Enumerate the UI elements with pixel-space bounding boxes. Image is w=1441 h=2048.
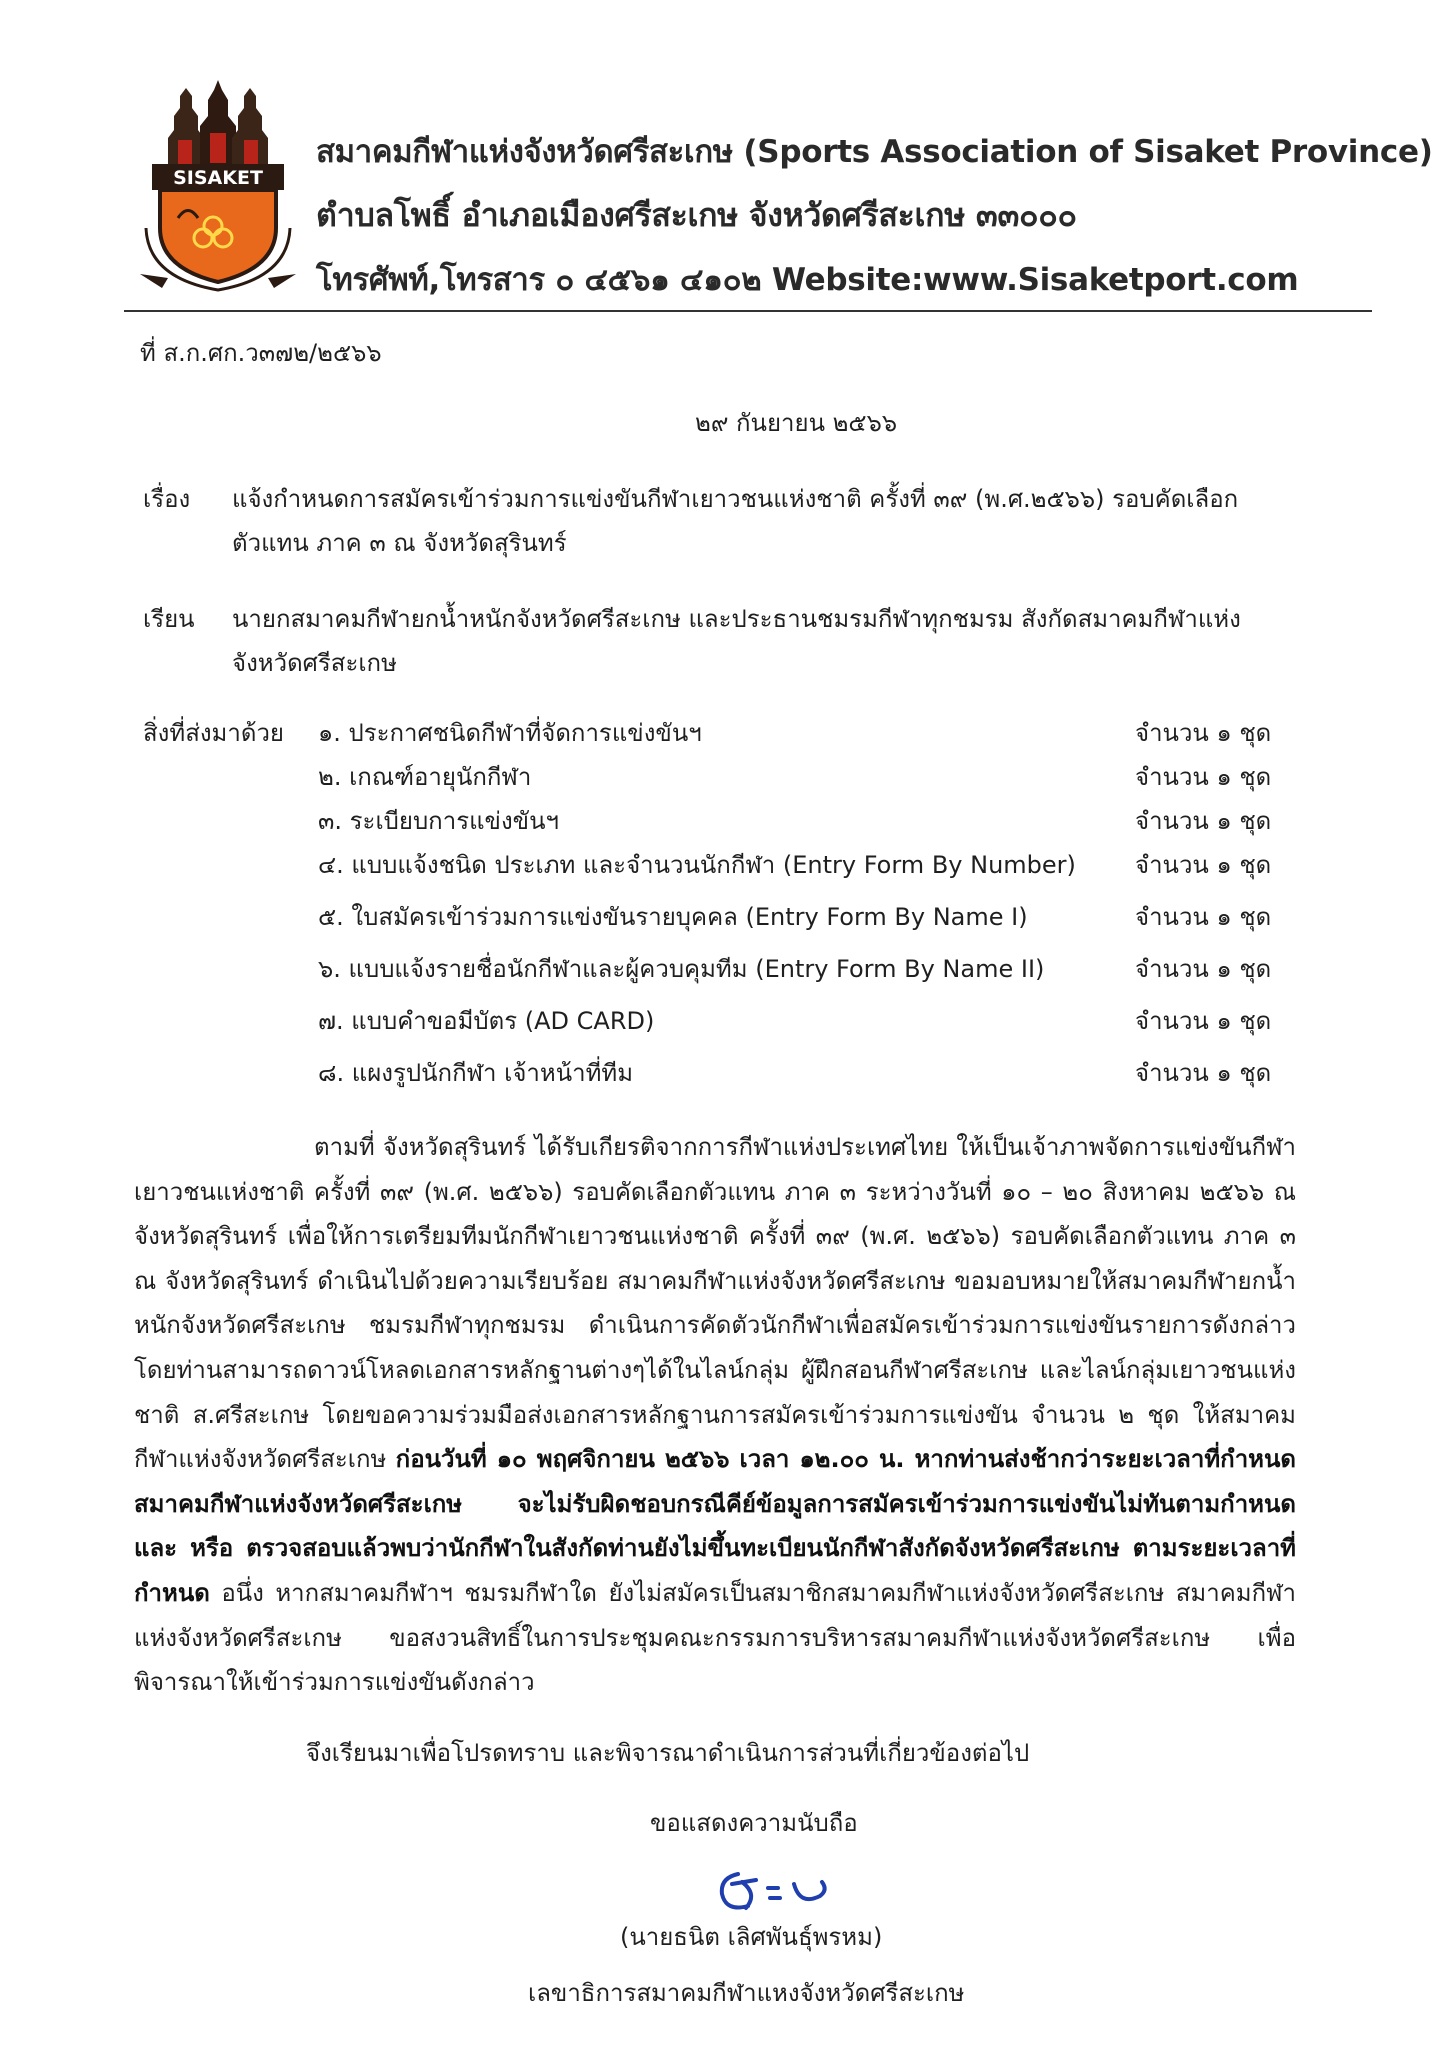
enclosure-item: ๒. เกณฑ์อายุนักกีฬา bbox=[318, 763, 532, 791]
enclosure-item: ๗. แบบคำขอมีบัตร (AD CARD) bbox=[318, 1007, 655, 1035]
body-text-part3: อนึ่ง หากสมาคมกีฬาฯ ชมรมกีฬาใด ยังไม่สมัครเป็นสมาชิกสมาคมกีฬาแห่งจังหวัดศรีสะเกษ สมาคมกีฬาแห่งจังหวัดศรีสะเกษ ขอสงวนสิทธิ์ในการประชุมคณะกรรมการบริหารสมาคมกีฬาแห่งจังหวัดศรีสะเกษ เพื่อพิจารณาให้เข้าร่วมการแข่งขันดังกล่าว bbox=[134, 1578, 1296, 1697]
body-text-deadline: ก่อนวันที่ ๑๐ พฤศจิกายน ๒๕๖๖ เวลา ๑๒.๐๐ น. หากท่านส่งช้ากว่าระยะเวลาที่กำหนด สมาคมกีฬาแห่งจังหวัดศรีสะเกษ จะไม่รับผิดชอบกรณีคีย์ข้อมูลการสมัครเข้าร่วมการแข่งขันไม่ทันตามกำหนด และ หรือ ตรวจสอบแล้วพบว่านักกีฬาในสังกัดท่านยังไม่ขึ้นทะเบียนนักกีฬาสังกัดจังหวัดศรีสะเกษ ตามระยะเวลาที่กำหนด bbox=[134, 1445, 1296, 1607]
enclosure-qty: จำนวน ๑ ชุด bbox=[1135, 1007, 1272, 1035]
enclosure-qty: จำนวน ๑ ชุด bbox=[1135, 719, 1272, 747]
enclosure-qty: จำนวน ๑ ชุด bbox=[1135, 851, 1272, 879]
body-paragraph bbox=[134, 1125, 1296, 1705]
handwritten-signature bbox=[708, 1860, 848, 1920]
enclosure-item: ๔. แบบแจ้งชนิด ประเภท และจำนวนนักกีฬา (Entry Form By Number) bbox=[318, 851, 1076, 879]
svg-text:SISAKET: SISAKET bbox=[173, 167, 263, 189]
enclosure-item: ๕. ใบสมัครเข้าร่วมการแข่งขันรายบุคคล (Entry Form By Name I) bbox=[318, 903, 1028, 931]
enclosure-qty: จำนวน ๑ ชุด bbox=[1135, 807, 1272, 835]
letterhead-divider bbox=[124, 310, 1372, 312]
body-text-part1: ตามที่ จังหวัดสุรินทร์ ได้รับเกียรติจากการกีฬาแห่งประเทศไทย ให้เป็นเจ้าภาพจัดการแข่งขันกีฬาเยาวชนแห่งชาติ ครั้งที่ ๓๙ (พ.ศ. ๒๕๖๖) รอบคัดเลือกตัวแทน ภาค ๓ ระหว่างวันที่ ๑๐ – ๒๐ สิงหาคม ๒๕๖๖ ณ จังหวัดสุรินทร์ เพื่อให้การเตรียมทีมนักกีฬาเยาวชนแห่งชาติ ครั้งที่ ๓๙ (พ.ศ. ๒๕๖๖) รอบคัดเลือกตัวแทน ภาค ๓ ณ จังหวัดสุรินทร์ ดำเนินไปด้วยความเรียบร้อย สมาคมกีฬาแห่งจังหวัดศรีสะเกษ ขอมอบหมายให้สมาคมกีฬายกน้ำหนักจังหวัดศรีสะเกษ ชมรมกีฬาทุกชมรม ดำเนินการคัดตัวนักกีฬาเพื่อสมัครเข้าร่วมการแข่งขันรายการดังกล่าว โดยท่านสามารถดาวน์โหลดเอกสารหลักฐานต่างๆได้ในไลน์กลุ่ม ผู้ฝึกสอนกีฬาศรีสะเกษ และไลน์กลุ่มเยาวชนแห่งชาติ ส.ศรีสะเกษ โดยขอความร่วมมือส่งเอกสารหลักฐานการสมัครเข้าร่วมการแข่งขัน จำนวน ๒ ชุด ให้สมาคมกีฬาแห่งจังหวัดศรีสะเกษ bbox=[134, 1133, 1296, 1474]
letter-date: ๒๙ กันยายน ๒๕๖๖ bbox=[695, 409, 898, 437]
signatory-title: เลขาธิการสมาคมกีฬาแหงจังหวัดศรีสะเกษ bbox=[528, 1979, 965, 2007]
signatory-name: (นายธนิต เลิศพันธุ์พรหม) bbox=[620, 1923, 883, 1951]
enclosure-qty: จำนวน ๑ ชุด bbox=[1135, 955, 1272, 983]
recipient-line-2: จังหวัดศรีสะเกษ bbox=[232, 649, 397, 677]
letterhead-name: สมาคมกีฬาแห่งจังหวัดศรีสะเกษ (Sports Association of Sisaket Province) bbox=[316, 134, 1433, 170]
enclosure-qty: จำนวน ๑ ชุด bbox=[1135, 1059, 1272, 1087]
enclosure-item: ๓. ระเบียบการแข่งขันฯ bbox=[318, 807, 559, 835]
recipient-label: เรียน bbox=[143, 605, 195, 633]
subject-line-2: ตัวแทน ภาค ๓ ณ จังหวัดสุรินทร์ bbox=[232, 529, 567, 557]
subject-line-1: แจ้งกำหนดการสมัครเข้าร่วมการแข่งขันกีฬาเยาวชนแห่งชาติ ครั้งที่ ๓๙ (พ.ศ.๒๕๖๖) รอบคัดเลือก bbox=[232, 485, 1239, 513]
enclosure-qty: จำนวน ๑ ชุด bbox=[1135, 903, 1272, 931]
enclosure-item: ๘. แผงรูปนักกีฬา เจ้าหน้าที่ทีม bbox=[318, 1059, 634, 1087]
letterhead-contact: โทรศัพท์,โทรสาร ๐ ๔๕๖๑ ๔๑๐๒ Website:www.Sisaketport.com bbox=[316, 262, 1299, 298]
recipient-line-1: นายกสมาคมกีฬายกน้ำหนักจังหวัดศรีสะเกษ และประธานชมรมกีฬาทุกชมรม สังกัดสมาคมกีฬาแห่ง bbox=[232, 605, 1241, 633]
subject-label: เรื่อง bbox=[143, 485, 191, 513]
enclosure-qty: จำนวน ๑ ชุด bbox=[1135, 763, 1272, 791]
enclosures-label: สิ่งที่ส่งมาด้วย bbox=[143, 719, 284, 747]
reference-number: ที่ ส.ก.ศก.ว๓๗๒/๒๕๖๖ bbox=[140, 339, 382, 367]
association-logo bbox=[138, 78, 298, 293]
enclosure-item: ๑. ประกาศชนิดกีฬาที่จัดการแข่งขันฯ bbox=[318, 719, 702, 747]
closing-sentence: จึงเรียนมาเพื่อโปรดทราบ และพิจารณาดำเนินการส่วนที่เกี่ยวข้องต่อไป bbox=[306, 1739, 1030, 1767]
letterhead-address: ตำบลโพธิ์ อำเภอเมืองศรีสะเกษ จังหวัดศรีสะเกษ ๓๓๐๐๐ bbox=[316, 196, 1077, 234]
enclosure-item: ๖. แบบแจ้งรายชื่อนักกีฬาและผู้ควบคุมทีม (Entry Form By Name II) bbox=[318, 955, 1045, 983]
regards-line: ขอแสดงความนับถือ bbox=[650, 1809, 858, 1837]
